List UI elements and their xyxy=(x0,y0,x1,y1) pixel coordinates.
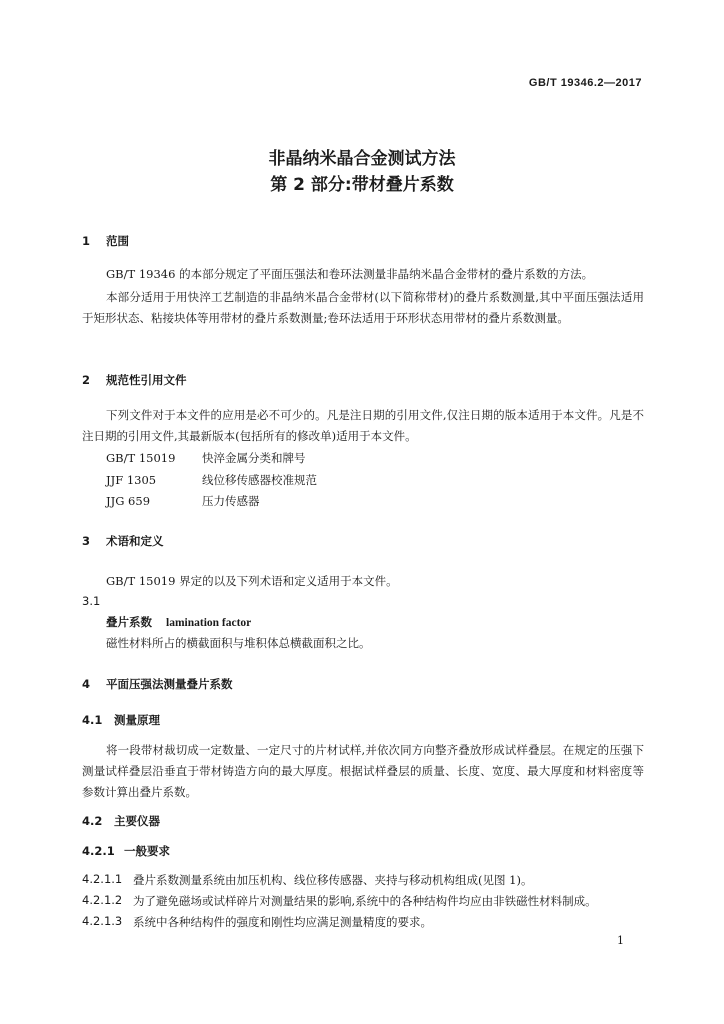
term-definition: 磁性材料所占的横截面积与堆积体总横截面积之比。 xyxy=(106,636,371,650)
section-title: 主要仪器 xyxy=(114,814,160,828)
clause-number: 4.2.1.3 xyxy=(82,914,123,928)
section-number: 4.2.1 xyxy=(82,844,115,858)
term-chinese: 叠片系数 xyxy=(106,615,152,629)
section-2-paragraph-1: 下列文件对于本文件的应用是必不可少的。凡是注日期的引用文件,仅注日期的版本适用于本文件。凡是不注日期的引用文件,其最新版本(包括所有的修改单)适用于本文件。 xyxy=(82,408,644,443)
section-number: 4 xyxy=(82,677,91,691)
section-4-2-1-heading xyxy=(82,843,170,859)
section-title: 一般要求 xyxy=(124,844,170,858)
section-3-paragraph-1: GB/T 15019 界定的以及下列术语和定义适用于本文件。 xyxy=(106,574,398,588)
section-1-heading xyxy=(82,233,129,249)
section-title: 规范性引用文件 xyxy=(106,373,187,387)
reference-item xyxy=(106,450,306,466)
section-number: 1 xyxy=(82,234,91,248)
reference-code: GB/T 15019 xyxy=(106,451,176,465)
document-title-line2: 第 2 部分:带材叠片系数 xyxy=(270,175,454,195)
section-4-1-heading xyxy=(82,712,160,728)
section-title: 平面压强法测量叠片系数 xyxy=(106,677,233,691)
section-title: 范围 xyxy=(106,234,129,248)
clause-number: 4.2.1.2 xyxy=(82,893,123,907)
reference-name: 压力传感器 xyxy=(202,494,260,508)
document-title-line1: 非晶纳米晶合金测试方法 xyxy=(268,149,456,169)
reference-name: 快淬金属分类和牌号 xyxy=(202,451,306,465)
reference-item xyxy=(106,472,317,488)
term-entry xyxy=(106,614,251,630)
clause-text: 为了避免磁场或试样碎片对测量结果的影响,系统中的各种结构件均应由非铁磁性材料制成。 xyxy=(133,894,597,908)
section-3-heading xyxy=(82,533,164,549)
section-title: 术语和定义 xyxy=(106,534,164,548)
subclause-number: 3.1 xyxy=(82,594,101,608)
section-number: 4.2 xyxy=(82,814,103,828)
section-4-1-paragraph: 将一段带材裁切成一定数量、一定尺寸的片材试样,并依次同方向整齐叠放形成试样叠层。在规定的压强下测量试样叠层沿垂直于带材铸造方向的最大厚度。根据试样叠层的质量、长度、宽度、最大厚度和材料密度等参数计算出叠片系数。 xyxy=(82,743,644,799)
clause-number: 4.2.1.1 xyxy=(82,872,123,886)
reference-code: JJF 1305 xyxy=(106,473,157,487)
term-english: lamination factor xyxy=(166,617,252,629)
section-title: 测量原理 xyxy=(114,713,160,727)
section-1-paragraph-1: GB/T 19346 的本部分规定了平面压强法和卷环法测量非晶纳米晶合金带材的叠片系数的方法。 xyxy=(106,267,594,281)
section-number: 4.1 xyxy=(82,713,103,727)
section-2-heading xyxy=(82,372,187,388)
reference-item xyxy=(106,493,260,509)
clause-text: 系统中各种结构件的强度和刚性均应满足测量精度的要求。 xyxy=(133,915,432,929)
page-number: 1 xyxy=(617,934,624,947)
section-number: 2 xyxy=(82,373,91,387)
section-number: 3 xyxy=(82,534,91,548)
reference-name: 线位移传感器校准规范 xyxy=(202,473,317,487)
standard-code: GB/T 19346.2—2017 xyxy=(528,77,642,89)
section-4-heading xyxy=(82,676,233,692)
section-4-2-heading xyxy=(82,813,160,829)
clause-text: 叠片系数测量系统由加压机构、线位移传感器、夹持与移动机构组成(见图 1)。 xyxy=(133,873,533,887)
reference-code: JJG 659 xyxy=(106,494,151,508)
section-1-paragraph-2: 本部分适用于用快淬工艺制造的非晶纳米晶合金带材(以下简称带材)的叠片系数测量,其中平面压强法适用于矩形状态、粘接块体等用带材的叠片系数测量;卷环法适用于环形状态用带材的叠片系数测量。 xyxy=(82,290,644,325)
